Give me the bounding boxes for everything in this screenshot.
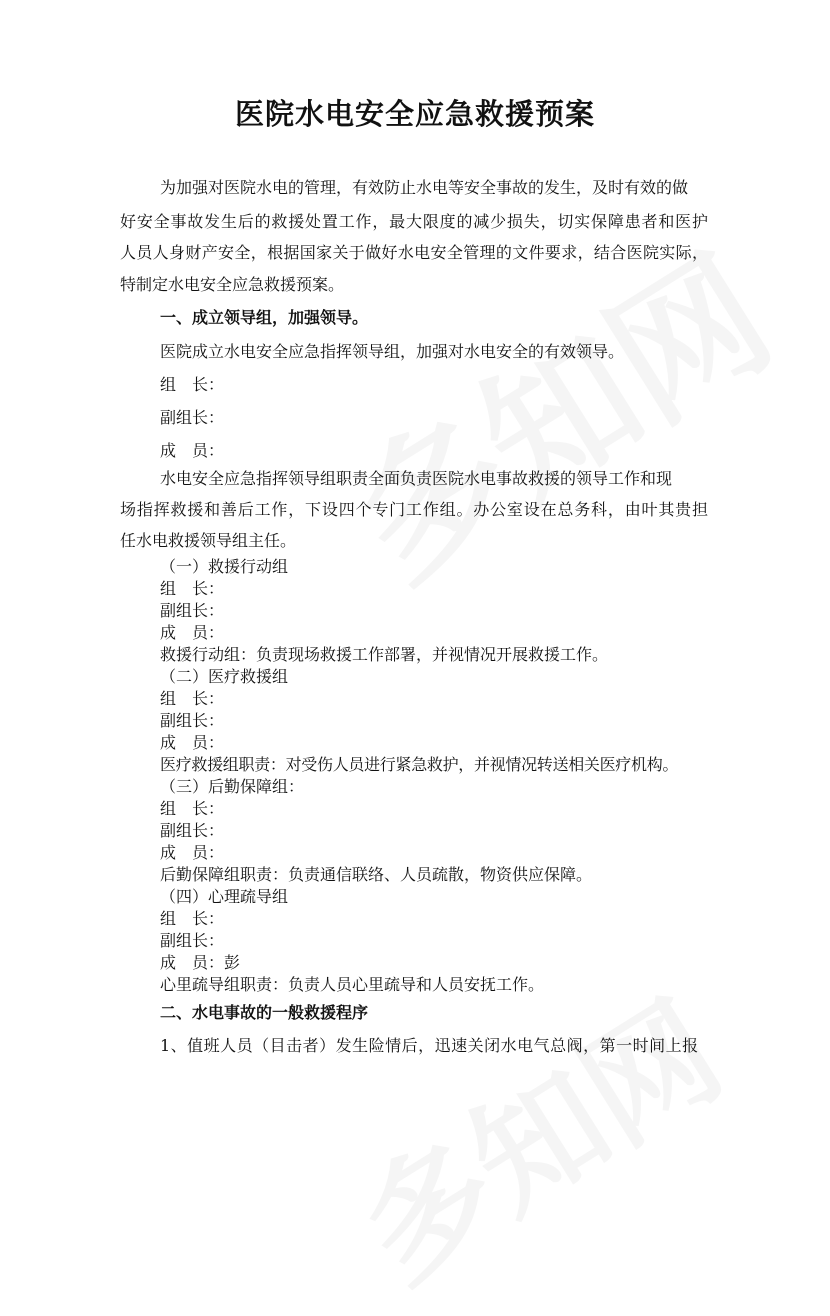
group-3-name: （三）后勤保障组： — [160, 777, 305, 796]
group-1-duty: 救援行动组：负责现场救援工作部署，并视情况开展救援工作。 — [160, 645, 609, 664]
section1-deputy: 副组长： — [160, 408, 225, 427]
section1-duty-line-3: 任水电救援领导组主任。 — [120, 531, 297, 550]
group-3-member: 成 员： — [160, 843, 225, 862]
group-2-member: 成 员： — [160, 733, 225, 752]
group-2-name: （二）医疗救援组 — [160, 667, 289, 686]
section1-member: 成 员： — [160, 441, 225, 460]
section1-leader: 组 长： — [160, 375, 225, 394]
section1-lead: 医院成立水电安全应急指挥领导组，加强对水电安全的有效领导。 — [160, 342, 625, 361]
section1-heading: 一、成立领导组，加强领导。 — [160, 308, 369, 327]
group-3-leader: 组 长： — [160, 799, 225, 818]
group-4-name: （四）心理疏导组 — [160, 887, 289, 906]
intro-line-4: 特制定水电安全应急救援预案。 — [120, 275, 345, 294]
group-3-deputy: 副组长： — [160, 821, 225, 840]
group-2-duty: 医疗救援组职责：对受伤人员进行紧急救护，并视情况转送相关医疗机构。 — [160, 755, 679, 774]
group-2-leader: 组 长： — [160, 689, 225, 708]
group-4-duty: 心里疏导组职责：负责人员心里疏导和人员安抚工作。 — [160, 975, 545, 994]
section1-duty-line-1: 水电安全应急指挥领导组职责全面负责医院水电事故救援的领导工作和现 — [160, 469, 673, 488]
group-4-leader: 组 长： — [160, 909, 225, 928]
group-1-deputy: 副组长： — [160, 601, 225, 620]
watermark-bottom — [320, 951, 750, 1316]
group-4-deputy: 副组长： — [160, 931, 225, 950]
intro-line-2: 好安全事故发生后的救援处置工作，最大限度的减少损失，切实保障患者和医护 — [120, 212, 708, 231]
section1-duty-line-2: 场指挥救援和善后工作，下设四个专门工作组。办公室设在总务科，由叶其贵担 — [120, 500, 708, 519]
group-1-name: （一）救援行动组 — [160, 557, 289, 576]
group-1-leader: 组 长： — [160, 579, 225, 598]
section2-heading: 二、水电事故的一般救援程序 — [160, 1003, 369, 1022]
group-1-member: 成 员： — [160, 623, 225, 642]
intro-line-1: 为加强对医院水电的管理，有效防止水电等安全事故的发生，及时有效的做 — [160, 178, 689, 197]
group-2-deputy: 副组长： — [160, 711, 225, 730]
intro-line-3: 人员人身财产安全，根据国家关于做好水电安全管理的文件要求，结合医院实际， — [120, 243, 708, 262]
section2-line-1: 1、值班人员（目击者）发生险情后，迅速关闭水电气总阀，第一时间上报 — [160, 1036, 699, 1055]
document-title: 医院水电安全应急救援预案 — [234, 97, 595, 131]
group-3-duty: 后勤保障组职责：负责通信联络、人员疏散，物资供应保障。 — [160, 865, 593, 884]
group-4-member: 成 员：彭 — [160, 953, 241, 972]
